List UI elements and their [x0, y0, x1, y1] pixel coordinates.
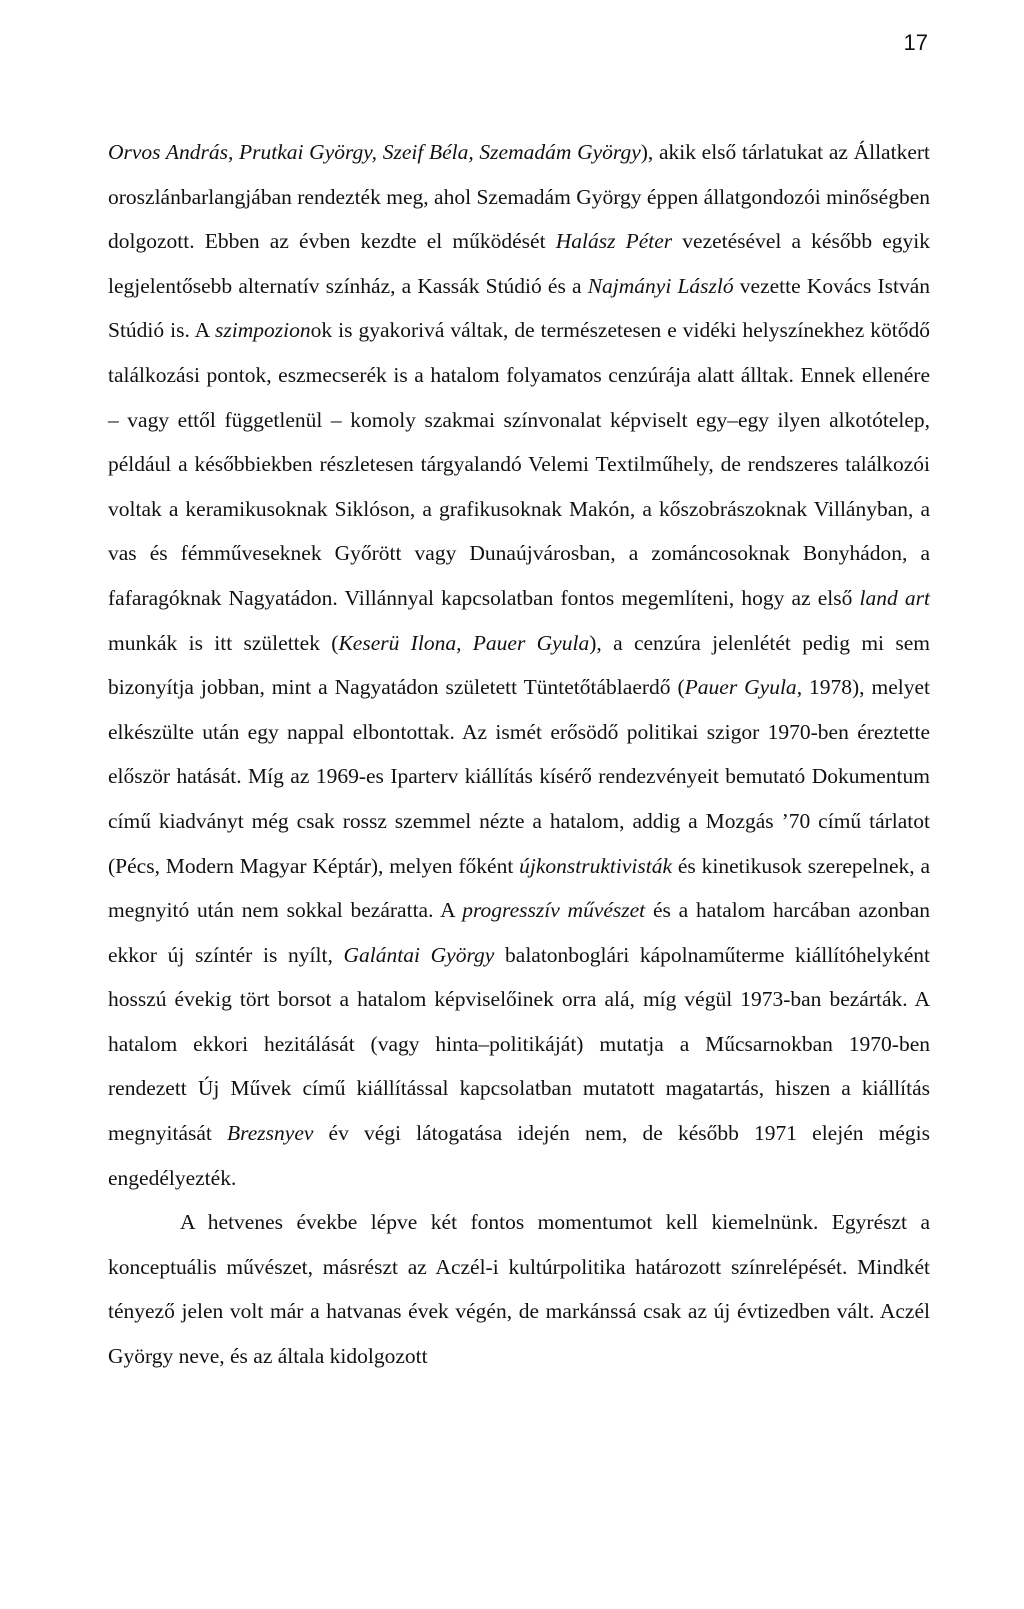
italic-text-segment: Najmányi László — [587, 273, 734, 298]
text-segment: vezette Kovács István Stúdió is. A — [108, 273, 930, 343]
italic-text-segment: land art — [859, 585, 930, 610]
text-segment: balatonboglári kápolnaműterme kiállítóhelyként hosszú évekig tört borsot a hatalom képviselőinek orra alá, míg végül 1973-ban bezárták. A hatalom ekkori hezitálását (vagy hinta–politikáját) mutatja a Műcsarnokban 1970-ben rendezett Új Művek című kiállítással kapcsolatban mutatott magatartás, hiszen a kiállítás megnyitását — [108, 942, 930, 1146]
text-segment: A hetvenes évekbe lépve két fontos momentumot kell kiemelnünk. Egyrészt a konceptuális művészet, másrészt az Aczél-i kultúrpolitika határozott színrelépését. Mindkét tényező jelen volt már a hatvanas évek végén, de markánssá csak az új évtizedben vált. Aczél György neve, és az általa kidolgozott — [108, 1210, 930, 1369]
text-segment: ), a cenzúra jelenlétét pedig mi sem bizonyítja jobban, mint a Nagyatádon született Tüntetőtáblaerdő ( — [108, 630, 930, 700]
text-segment: , 1978), melyet elkészülte után egy nappal elbontottak. Az ismét erősödő politikai szigor 1970-ben éreztette először hatását. Míg az 1969-es Iparterv kiállítás kísérő rendezvényeit bemutató Dokumentum című kiadványt még csak rossz szemmel nézte a hatalom, addig a Mozgás ’70 című tárlatot (Pécs, Modern Magyar Képtár), melyen főként — [108, 675, 931, 878]
italic-text-segment: Pauer Gyula — [684, 675, 797, 700]
page-number: 17 — [903, 30, 928, 55]
text-segment: és a hatalom harcában azonban ekkor új színtér is nyílt, — [108, 898, 930, 967]
italic-text-segment: újkonstruktivisták — [519, 853, 673, 878]
italic-text-segment: Halász Péter — [555, 229, 673, 254]
italic-text-segment: Brezsnyev — [227, 1121, 314, 1146]
text-segment: ), akik első tárlatukat az Állatkert oroszlánbarlangjában rendezték meg, ahol Szemadám György éppen állatgondozói minőségben dolgozott. Ebben az évben kezdte el működését — [108, 140, 930, 254]
paragraph-1 — [108, 130, 930, 1200]
text-segment: és kinetikusok szerepelnek, a megnyitó után nem sokkal bezáratta. A — [108, 853, 930, 923]
text-segment: munkák is itt születtek ( — [108, 630, 339, 655]
italic-text-segment: Galántai György — [343, 942, 495, 967]
italic-text-segment: szimpozion — [215, 318, 311, 343]
italic-text-segment: Keserü Ilona, Pauer Gyula — [338, 630, 590, 655]
text-segment: év végi látogatása idején nem, de később 1971 elején mégis engedélyezték. — [108, 1121, 931, 1190]
italic-text-segment: progresszív művészet — [462, 898, 646, 923]
paragraph-2 — [108, 1200, 930, 1378]
body-text — [108, 130, 930, 1379]
text-segment: vezetésével a később egyik legjelentősebb alternatív színház, a Kassák Stúdió és a — [108, 229, 930, 298]
italic-text-segment: Orvos András, Prutkai György, Szeif Béla, Szemadám György — [108, 140, 641, 164]
text-segment: ok is gyakorivá váltak, de természetesen e vidéki helyszínekhez kötődő találkozási pontok, eszmecserék is a hatalom folyamatos cenzúrája alatt álltak. Ennek ellenére – vagy ettől függetlenül – komoly szakmai színvonalat képviselt egy–egy ilyen alkotótelep, például a későbbiekben részletesen tárgyalandó Velemi Textilműhely, de rendszeres találkozói voltak a keramikusoknak Siklóson, a grafikusoknak Makón, a kőszobrászoknak Villányban, a vas és fémműveseknek Győrött vagy Dunaújvárosban, a zománcosoknak Bonyhádon, a fafaragóknak Nagyatádon. Villánnyal kapcsolatban fontos megemlíteni, hogy az első — [108, 318, 930, 610]
